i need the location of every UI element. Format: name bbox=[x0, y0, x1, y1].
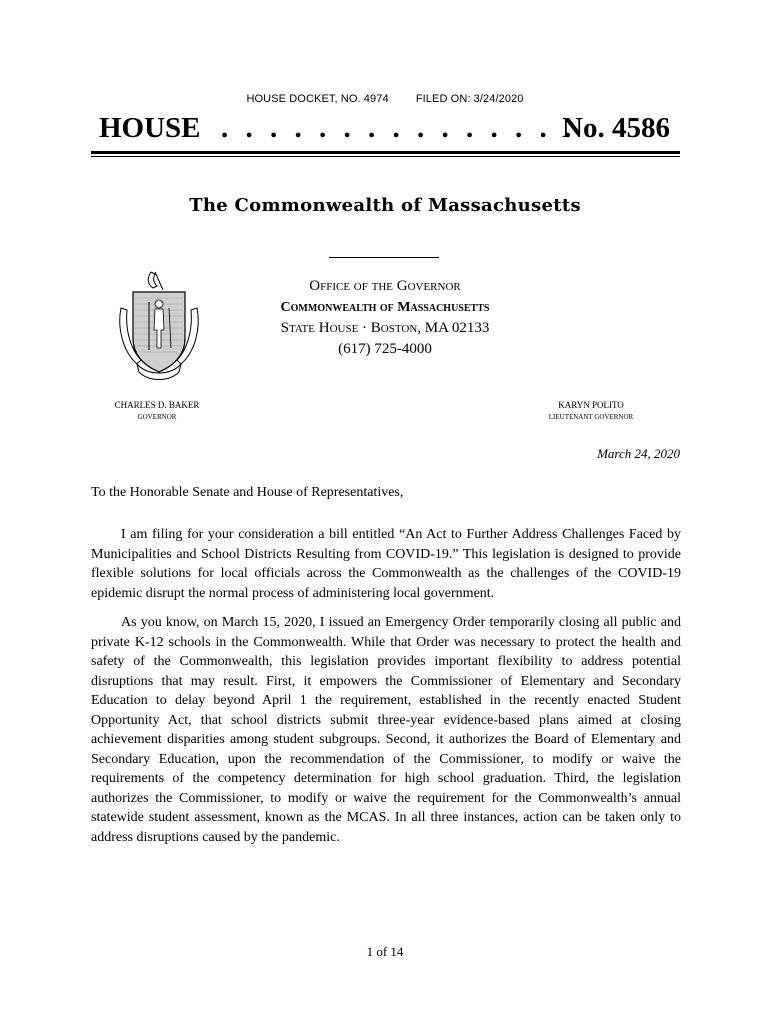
letter-body bbox=[91, 525, 681, 857]
phone-line: (617) 725-4000 bbox=[338, 341, 432, 357]
docket-line bbox=[0, 93, 770, 105]
leader-dots: . . . . . . . . . . . . . . . bbox=[221, 112, 577, 144]
lt-governor-block bbox=[526, 399, 656, 423]
header-rule-thin bbox=[91, 156, 680, 157]
letter-date: March 24, 2020 bbox=[597, 446, 680, 461]
page-number: 1 of 14 bbox=[366, 944, 404, 959]
state-seal-icon bbox=[111, 268, 207, 386]
chamber-label: HOUSE bbox=[99, 112, 201, 144]
office-line: Office of the Governor bbox=[309, 278, 461, 294]
bill-title-row bbox=[91, 112, 680, 148]
commonwealth-line: Commonwealth of Massachusetts bbox=[280, 300, 490, 315]
header-rule-thick bbox=[91, 151, 680, 154]
docket-number: HOUSE DOCKET, NO. 4974 bbox=[246, 93, 389, 105]
filed-date: FILED ON: 3/24/2020 bbox=[415, 93, 524, 105]
body-paragraph: As you know, on March 15, 2020, I issued an Emergency Order temporarily closing all public and private K-12 schools in the Commonwealth. While that Order was necessary to protect the health and safety of the Commonwealth, this legislation provides important flexibility to address potential disruptions that may result. First, it empowers the Commissioner of Elementary and Secondary Education to delay beyond April 1 the requirement, established in the recently enacted Student Opportunity Act, that school districts submit three-year evidence-based plans aimed at closing achievement disparities among student subgroups. Second, it authorizes the Board of Elementary and Secondary Education, upon the recommendation of the Commissioner, to modify or waive the requirements of the competency determination for high school graduation. Third, the legislation authorizes the Commissioner, to modify or waive the requirement for the Commonwealth’s annual statewide student assessment, known as the MCAS. In all three instances, action can be taken only to address disruptions caused by the pandemic. bbox=[91, 615, 681, 845]
address-line: State House · Boston, MA 02133 bbox=[280, 320, 490, 336]
commonwealth-title: The Commonwealth of Massachusetts bbox=[189, 195, 581, 216]
lt-governor-title: LIEUTENANT GOVERNOR bbox=[548, 413, 634, 421]
body-paragraph: I am filing for your consideration a bill entitled “An Act to Further Address Challenges Faced by Municipalities and School Districts Resulting from COVID-19.” This legislation is designed to provide flexible solutions for local officials across the Commonwealth as the challenges of the COVID-19 epidemic disrupt the normal process of administering local government. bbox=[91, 527, 681, 601]
governor-block bbox=[100, 399, 214, 423]
bill-number: No. 4586 bbox=[562, 112, 670, 144]
governor-title: GOVERNOR bbox=[137, 413, 177, 421]
governor-name: CHARLES D. BAKER bbox=[114, 400, 200, 410]
salutation: To the Honorable Senate and House of Representatives, bbox=[91, 485, 404, 500]
governor-office-block bbox=[235, 276, 535, 360]
title-divider bbox=[329, 257, 439, 258]
lt-governor-name: KARYN POLITO bbox=[558, 400, 624, 410]
